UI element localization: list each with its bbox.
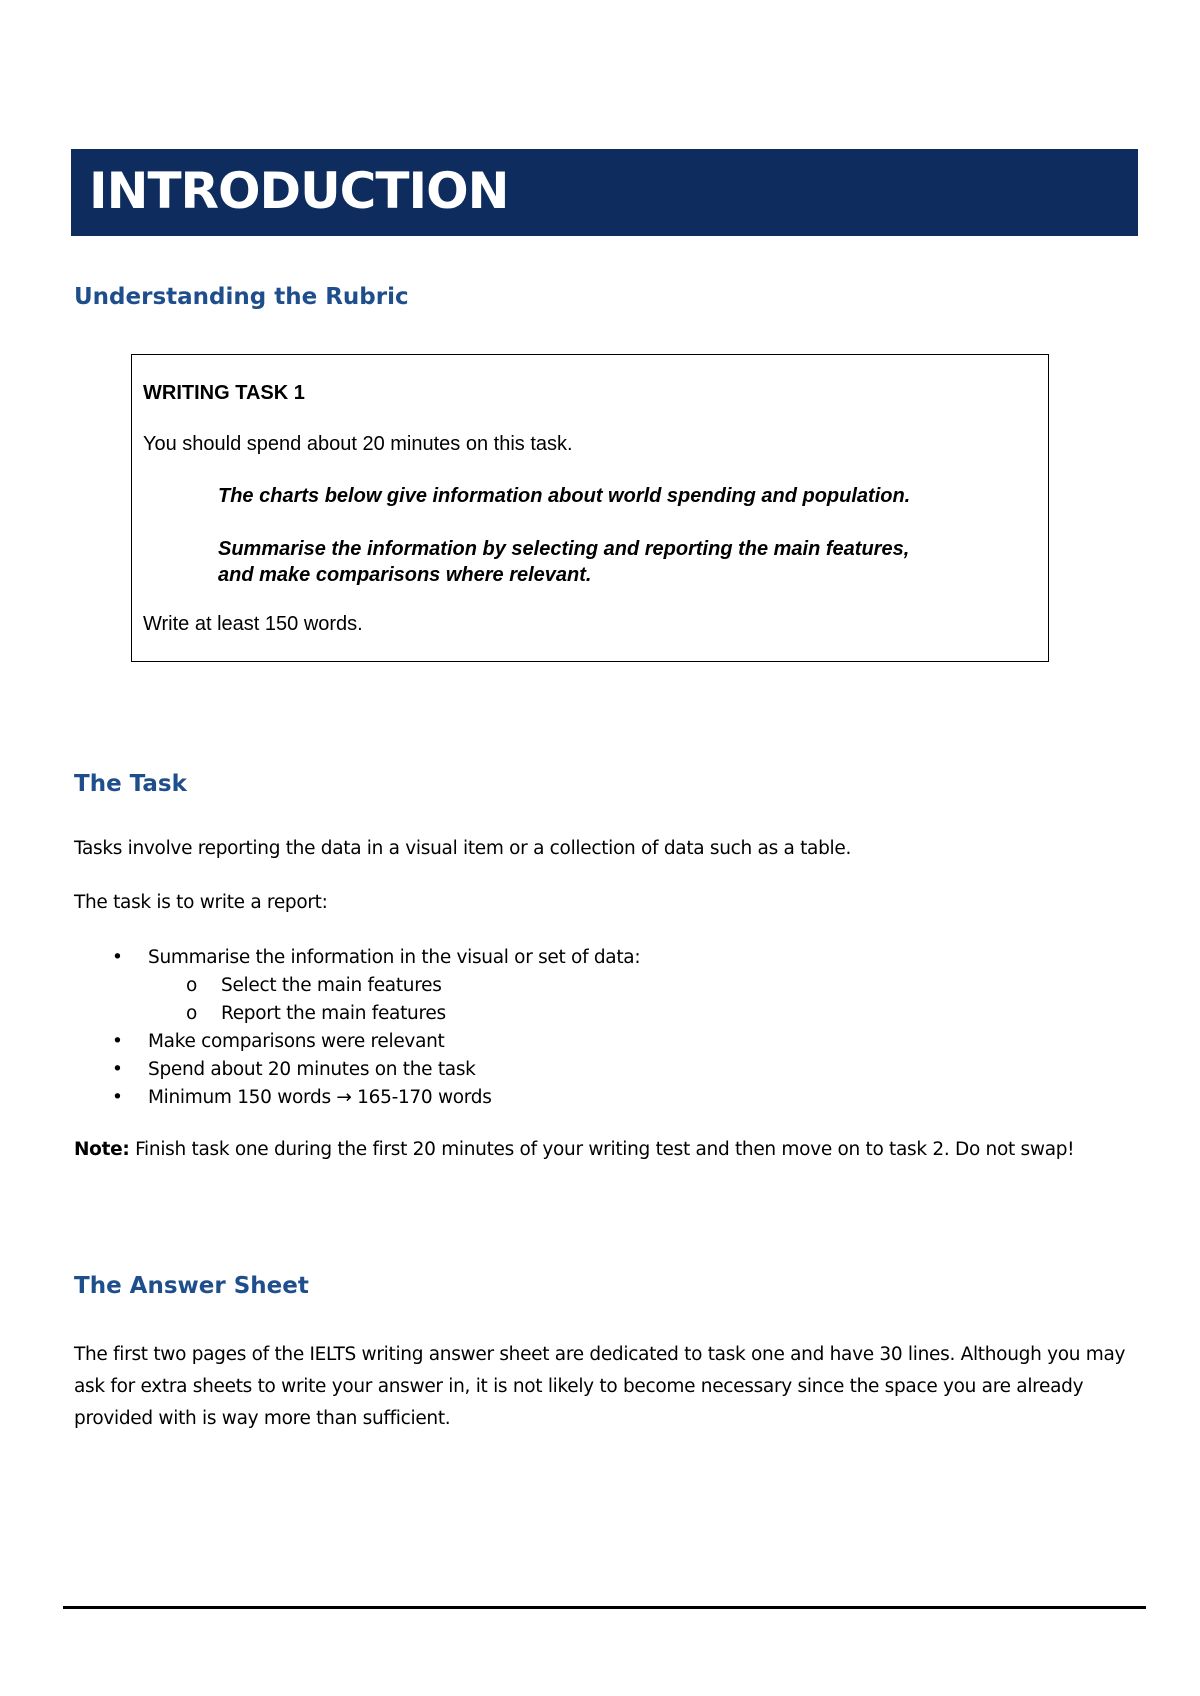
rubric-summarise-line-1: Summarise the information by selecting and reporting the main features, (218, 538, 910, 560)
section-heading-task: The Task (74, 771, 187, 797)
sub-bullet-icon: o (186, 1003, 198, 1024)
rubric-summarise-prompt (218, 536, 909, 588)
title-banner (71, 149, 1138, 236)
answer-sheet-paragraph: The first two pages of the IELTS writing answer sheet are dedicated to task one and have 30 lines. Although you may ask for extra sheets to write your answer in, it is not likely to become necessary since the space you are already provided with is way more than sufficient. (74, 1344, 1126, 1429)
bullet-icon: • (112, 1031, 123, 1052)
rubric-charts-prompt: The charts below give information about world spending and population. (218, 485, 911, 507)
note-text: Finish task one during the first 20 minutes of your writing test and then move on to task 2. Do not swap! (129, 1139, 1075, 1160)
rubric-word-count: Write at least 150 words. (143, 613, 363, 635)
bullet-icon: • (112, 1059, 123, 1080)
rubric-time-instruction: You should spend about 20 minutes on this task. (143, 433, 573, 455)
section-heading-rubric: Understanding the Rubric (74, 284, 409, 310)
rubric-box (131, 354, 1049, 662)
section-heading-answer-sheet: The Answer Sheet (74, 1273, 309, 1299)
task-paragraph-2: The task is to write a report: (74, 892, 328, 913)
note-label: Note: (74, 1139, 130, 1160)
bullet-icon: • (112, 947, 123, 968)
rubric-summarise-line-2: and make comparisons where relevant. (218, 564, 592, 586)
task-paragraph-1: Tasks involve reporting the data in a visual item or a collection of data such as a table. (74, 838, 852, 859)
bullet-icon: • (112, 1087, 123, 1108)
footer-divider (63, 1606, 1146, 1609)
page-title: INTRODUCTION (89, 162, 509, 220)
task-note (74, 1139, 1074, 1160)
sub-bullet-icon: o (186, 975, 198, 996)
rubric-title: WRITING TASK 1 (143, 382, 305, 404)
